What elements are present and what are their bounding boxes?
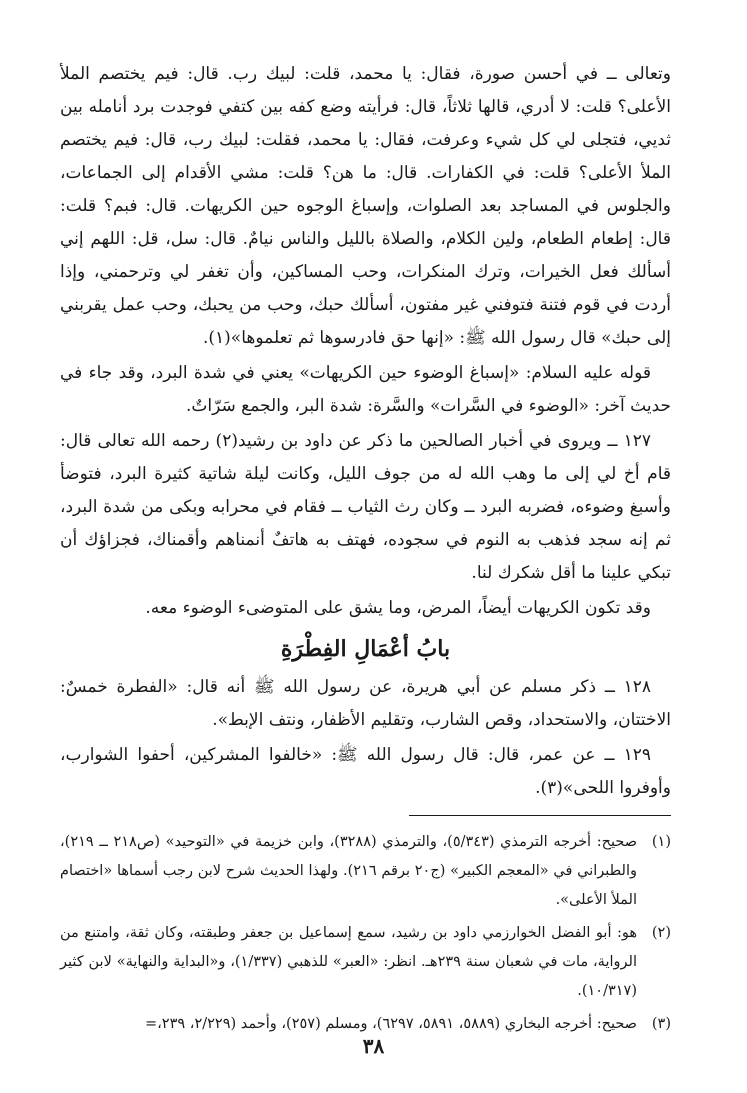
paragraph-1: وتعالى ــ في أحسن صورة، فقال: يا محمد، قلت: لبيك رب. قال: فيم يختصم الملأ الأعلى؟ قلت: لا أدري، قالها ثلاثاً، قال: فرأيته وضع كفه بين كتفي فوجدت برد أنامله بين ثديي، فتجلى لي كل شيء وعرفت، فقال: يا محمد، فقلت: لبيك رب، قال: فيم يختصم الملأ الأعلى؟ قلت: في الكفارات. قال: ما هن؟ قلت: مشي الأقدام إلى الجماعات، والجلوس في المساجد بعد الصلوات، وإسباغ الوجوه حين الكريهات. قال: فبم؟ قلت: قال: إطعام الطعام، ولين الكلام، والصلاة بالليل والناس نيامٌ. قال: سل، قل: اللهم إني أسألك فعل الخيرات، وترك المنكرات، وحب المساكين، وأن تغفر لي وترحمني، وإذا أردت في قوم فتنة فتوفني غير مفتون، أسألك حبك، وحب من يحبك، وحب عمل يقربني إلى حبك» قال رسول الله ﷺ: «إنها حق فادرسوها ثم تعلموها»(١).	[60, 64, 671, 348]
footnote-number: (٢)	[651, 925, 671, 941]
footnote-text: صحيح: أخرجه الترمذي (٥/٣٤٣)، والترمذي (٣٢٨٨)، وابن خزيمة في «التوحيد» (ص٢١٨ ــ ٢١٩)، والطبراني في «المعجم الكبير» (ج٢٠ برقم ٢١٦). ولهذا الحديث شرح لابن رجب أسماها «اختصام الملأ الأعلى».	[60, 834, 638, 908]
footnote-number: (١)	[651, 834, 671, 850]
paragraph-5: ١٢٨ ــ ذكر مسلم عن أبي هريرة، عن رسول الله ﷺ أنه قال: «الفطرة خمسٌ: الاختتان، والاستحداد، وقص الشارب، وتقليم الأظفار، ونتف الإبط».	[60, 677, 671, 730]
footnote	[60, 919, 671, 1006]
paragraph-3: ١٢٧ ــ ويروى في أخبار الصالحين ما ذكر عن داود بن رشيد(٢) رحمه الله تعالى قال: قام أخ لي إلى ما وهب الله له من جوف الليل، وكانت ليلة شاتية كثيرة البرد، فتوضأ وأسبغ وضوءه، فضربه البرد ــ وكان رث الثياب ــ فقام في محرابه وبكى من شدة البرد، ثم إنه سجد فذهب به النوم في سجوده، فهتف به هاتفٌ أنمناهم وأقمناك، فجزاؤك أن تبكي علينا ما أقل شكرك لنا.	[60, 431, 671, 583]
paragraph-2: قوله عليه السلام: «إسباغ الوضوء حين الكريهات» يعني في شدة البرد، وقد جاء في حديث آخر: «الوضوء في السَّرات» والسَّرة: شدة البر، والجمع سَرّاتٌ.	[60, 363, 671, 416]
footnote-text: صحيح: أخرجه البخاري (٥٨٨٩، ٥٨٩١، ٦٢٩٧)، ومسلم (٢٥٧)، وأحمد (٢/٢٢٩، ٢٣٩،=	[144, 1016, 637, 1032]
page-number: ٣٨	[362, 1034, 385, 1058]
paragraph-4: وقد تكون الكريهات أيضاً، المرض، وما يشق على المتوضىء الوضوء معه.	[145, 598, 651, 618]
footnote-text: هو: أبو الفضل الخوارزمي داود بن رشيد، سمع إسماعيل بن جعفر وطبقته، وكان ثقة، وامتنع من الرواية، مات في شعبان سنة ٢٣٩هـ. انظر: «العبر» للذهبي (١/٣٣٧)، و«البداية والنهاية» لابن كثير (١٠/٣١٧).	[60, 925, 637, 999]
footnote-number: (٣)	[651, 1016, 671, 1032]
chapter-title: بابُ أعْمَالِ الفِطْرَةِ	[280, 636, 451, 662]
footnote-divider	[409, 815, 671, 816]
paragraph-6: ١٢٩ ــ عن عمر، قال: قال رسول الله ﷺ: «خالفوا المشركين، أحفوا الشوارب، وأوفروا اللحى»(٣).	[60, 745, 671, 798]
footnote	[60, 828, 671, 915]
main-text	[60, 58, 671, 805]
footnotes	[60, 828, 671, 1039]
